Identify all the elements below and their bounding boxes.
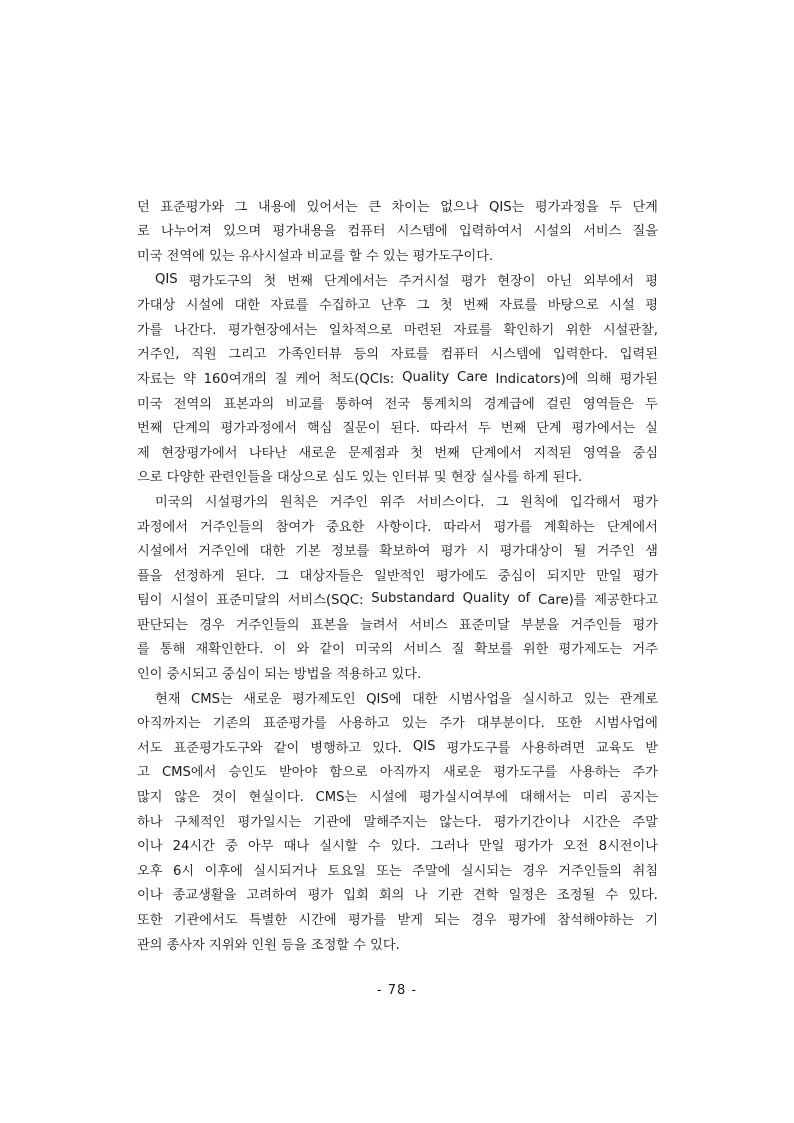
text-line: 관의 종사자 지위와 인원 등을 조정할 수 있다. — [137, 937, 400, 953]
text-line: 이나 종교생활을 고려하여 평가 입회 회의 나 기관 견학 일정은 조정될 수 있다. — [137, 888, 658, 904]
text-line: 현재 CMS는 새로운 평가제도인 QIS에 대한 시범사업을 실시하고 있는 관계로 — [155, 691, 658, 707]
text-line: 거주인, 직원 그리고 가족인터뷰 등의 자료를 컴퓨터 시스템에 입력한다. 입력된 — [137, 347, 658, 363]
text-line: 아직까지는 기존의 표준평가를 사용하고 있는 주가 대부분이다. 또한 시범사업에 — [137, 716, 658, 732]
text-line: 플을 선정하게 된다. 그 대상자들은 일반적인 평가에도 중심이 되지만 만일 평가 — [137, 568, 658, 584]
text-line: 많지 않은 것이 현실이다. CMS는 시설에 평가실시여부에 대해서는 미리 공지는 — [137, 790, 658, 806]
text-line: 시설에서 거주인에 대한 기본 정보를 확보하여 평가 시 평가대상이 될 거주인 샘 — [137, 544, 658, 560]
text-line: 서도 표준평가도구와 같이 병행하고 있다. QIS 평가도구를 사용하려면 교육도 받 — [137, 738, 658, 756]
text-line: 이나 24시간 중 아무 때나 실시할 수 있다. 그러나 만일 평가가 오전 8시전이나 — [137, 839, 658, 855]
text-line: 제 현장평가에서 나타난 새로운 문제점과 첫 번째 단계에서 지적된 영역을 중심 — [137, 445, 658, 461]
text-line: 자료는 약 160여개의 질 케어 척도(QCIs: Quality Care Indicators)에 의해 평가된 — [137, 369, 658, 387]
text-line: 오후 6시 이후에 실시되거나 토요일 또는 주말에 실시되는 경우 거주인들의 취침 — [137, 863, 658, 879]
text-line: 고 CMS에서 승인도 받아야 함으로 아직까지 새로운 평가도구를 사용하는 주가 — [137, 765, 658, 781]
text-line: 미국 전역의 표본과의 비교를 통하여 전국 통계치의 경계급에 걸린 영역들은 두 — [137, 396, 658, 412]
text-line: 던 표준평가와 그 내용에 있어서는 큰 차이는 없으나 QIS는 평가과정을 두 단계 — [137, 199, 658, 215]
text-line: QIS 평가도구의 첫 번째 단계에서는 주거시설 평가 현장이 아닌 외부에서 평 — [155, 271, 658, 289]
text-line: 판단되는 경우 거주인들의 표본을 늘려서 서비스 표준미달 부분을 거주인들 평가 — [137, 617, 658, 633]
text-line: 과정에서 거주인들의 참여가 중요한 사항이다. 따라서 평가를 계획하는 단계에서 — [137, 519, 658, 535]
text-line: 를 통해 재확인한다. 이 와 같이 미국의 서비스 질 확보를 위한 평가제도는 거주 — [137, 642, 658, 658]
text-line: 인이 중시되고 중심이 되는 방법을 적용하고 있다. — [137, 667, 422, 683]
text-line: 번째 단계의 평가과정에서 핵심 질문이 된다. 따라서 두 번째 단계 평가에서는 실 — [137, 421, 658, 437]
text-line: 로 나누어져 있으며 평가내용을 컴퓨터 시스템에 입력하여서 시설의 서비스 질을 — [137, 224, 658, 240]
page-number: - 78 - — [376, 983, 418, 998]
text-line: 가대상 시설에 대한 자료를 수집하고 난후 그 첫 번째 자료를 바탕으로 시설 평 — [137, 298, 658, 314]
body-text — [137, 193, 658, 955]
text-line: 미국 전역에 있는 유사시설과 비교를 할 수 있는 평가도구이다. — [137, 248, 494, 264]
text-line: 미국의 시설평가의 원칙은 거주인 위주 서비스이다. 그 원칙에 입각해서 평가 — [155, 494, 658, 510]
text-line: 으로 다양한 관련인들을 대상으로 심도 있는 인터뷰 및 현장 실사를 하게 된다. — [137, 470, 583, 486]
text-line: 또한 기관에서도 특별한 시간에 평가를 받게 되는 경우 평가에 참석해야하는 기 — [137, 913, 658, 929]
text-line: 가를 나간다. 평가현장에서는 일차적으로 마련된 자료를 확인하기 위한 시설관찰, — [137, 322, 658, 338]
text-line: 팀이 시설이 표준미달의 서비스(SQC: Substandard Quality of Care)를 제공한다고 — [137, 591, 658, 609]
text-line: 하나 구체적인 평가일시는 기관에 말해주지는 않는다. 평가기간이나 시간은 주말 — [137, 814, 658, 830]
